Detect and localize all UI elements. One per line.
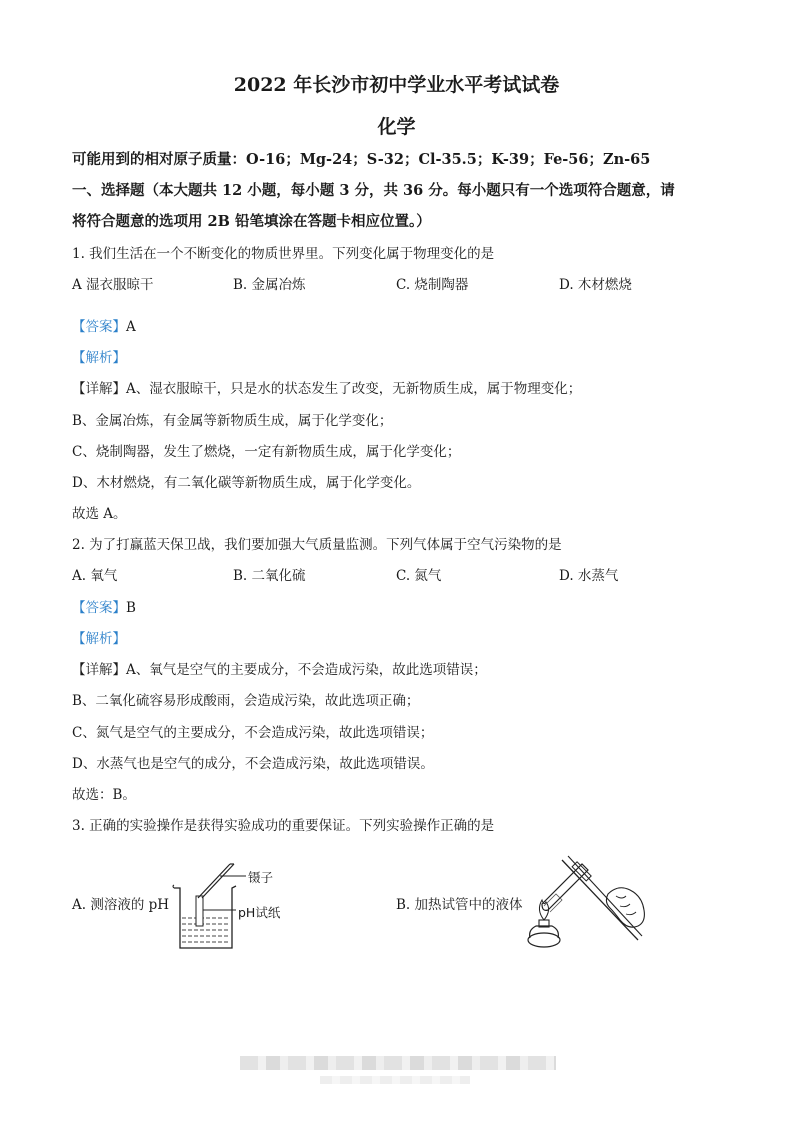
answer-tag: 【答案】 — [72, 319, 126, 335]
q2-answer — [72, 599, 136, 617]
q1-option-c: C. 烧制陶器 — [396, 277, 469, 293]
tweezers-label: 镊子 — [248, 870, 274, 885]
q3-stem: 3. 正确的实验操作是获得实验成功的重要保证。下列实验操作正确的是 — [72, 818, 495, 834]
q1-option-b: B. 金属冶炼 — [233, 277, 306, 293]
subject-title: 化学 — [377, 116, 416, 138]
q1-stem: 1. 我们生活在一个不断变化的物质世界里。下列变化属于物理变化的是 — [72, 246, 495, 262]
heating-figure — [522, 850, 650, 952]
q2-option-c: C. 氮气 — [396, 568, 442, 584]
ph-paper-label: pH试纸 — [238, 905, 281, 920]
test-tube-heating-illustration — [522, 850, 650, 952]
q2-detail-2: B、二氧化硫容易形成酸雨，会造成污染，故此选项正确； — [72, 693, 420, 709]
q2-option-d: D. 水蒸气 — [559, 568, 619, 584]
q1-detail-3: C、烧制陶器，发生了燃烧，一定有新物质生成，属于化学变化； — [72, 444, 461, 460]
answer-tag: 【答案】 — [72, 600, 126, 616]
q3-option-b: B. 加热试管中的液体 — [396, 897, 523, 913]
q2-detail-4: D、水蒸气也是空气的成分，不会造成污染，故此选项错误。 — [72, 756, 434, 772]
q2-option-a: A. 氧气 — [72, 568, 118, 584]
q1-option-d: D. 木材燃烧 — [559, 277, 632, 293]
q1-answer-value: A — [126, 319, 136, 335]
q2-detail-1-text: A、氧气是空气的主要成分，不会造成污染，故此选项错误； — [126, 662, 487, 678]
q2-detail-3: C、氮气是空气的主要成分，不会造成污染，故此选项错误； — [72, 725, 434, 741]
q2-option-b: B. 二氧化硫 — [233, 568, 306, 584]
exam-title: 2022 年长沙市初中学业水平考试试卷 — [233, 74, 560, 96]
footer-watermark-small — [320, 1076, 470, 1084]
q2-answer-value: B — [126, 600, 136, 616]
q2-analysis-tag: 【解析】 — [72, 631, 126, 647]
q1-analysis-tag: 【解析】 — [72, 350, 126, 366]
q2-detail-1 — [72, 661, 487, 679]
atomic-masses: 可能用到的相对原子质量：O-16；Mg-24；S-32；Cl-35.5；K-39；Fe-56；Zn-65 — [72, 151, 651, 168]
detail-tag: 【详解】 — [72, 381, 126, 397]
section-instructions-1: 一、选择题（本大题共 12 小题，每小题 3 分，共 36 分。每小题只有一个选项符合题意，请 — [72, 182, 675, 199]
q1-option-a: A 湿衣服晾干 — [72, 277, 154, 293]
q1-detail-2: B、金属冶炼，有金属等新物质生成，属于化学变化； — [72, 413, 393, 429]
q1-detail-1 — [72, 380, 581, 398]
q1-answer — [72, 318, 136, 336]
q2-stem: 2. 为了打赢蓝天保卫战，我们要加强大气质量监测。下列气体属于空气污染物的是 — [72, 537, 562, 553]
footer-watermark — [240, 1056, 556, 1070]
q1-detail-4: D、木材燃烧，有二氧化碳等新物质生成，属于化学变化。 — [72, 475, 421, 491]
q2-conclusion: 故选：B。 — [72, 787, 136, 803]
ph-test-figure — [168, 858, 298, 953]
detail-tag: 【详解】 — [72, 662, 126, 678]
q1-detail-1-text: A、湿衣服晾干，只是水的状态发生了改变，无新物质生成，属于物理变化； — [126, 381, 582, 397]
section-instructions-2: 将符合题意的选项用 2B 铅笔填涂在答题卡相应位置。） — [72, 213, 431, 230]
q1-conclusion: 故选 A。 — [72, 506, 127, 522]
q3-option-a: A. 测溶液的 pH — [72, 897, 170, 913]
